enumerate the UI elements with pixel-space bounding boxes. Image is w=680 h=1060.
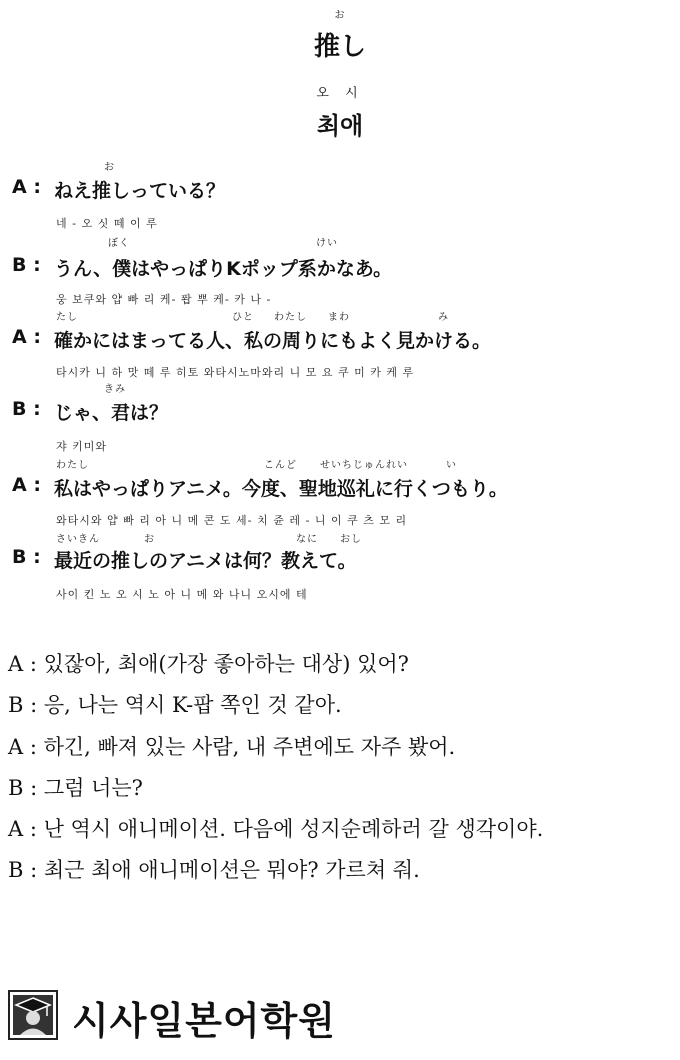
ruby-text: ぼく <box>108 238 130 249</box>
academy-logo-icon <box>8 990 58 1040</box>
ruby-text: けい <box>316 238 338 249</box>
title-ruby: お <box>334 10 346 21</box>
ruby-text: み <box>438 312 449 323</box>
ruby-text: まわ <box>328 312 350 323</box>
ruby-text: さいきん <box>56 534 100 545</box>
korean-reading: 타시카 니 하 맛 떼 루 히토 와타시노마와리 니 모 요 쿠 미 카 케 루 <box>56 366 415 379</box>
translation-line: A : 난 역시 애니메이션. 다음에 성지순례하러 갈 생각이야. <box>8 817 544 841</box>
ruby-text: なに <box>296 534 318 545</box>
translation-line: B : 응, 나는 역시 K-팝 쪽인 것 같아. <box>8 693 342 717</box>
ruby-text: きみ <box>104 384 126 395</box>
translation-line: A : 있잖아, 최애(가장 좋아하는 대상) 있어? <box>8 652 409 676</box>
speaker-label: B : <box>12 546 41 568</box>
ruby-text: お <box>104 162 115 173</box>
japanese-line: 最近の推しのアニメは何？教えて。 <box>54 550 357 572</box>
ruby-text: ひと <box>232 312 254 323</box>
speaker-label: A : <box>12 176 41 198</box>
japanese-line: じゃ、君は？ <box>54 402 169 424</box>
speaker-label: A : <box>12 326 41 348</box>
ruby-text: わたし <box>274 312 307 323</box>
title-reading: 오 시 <box>316 86 364 101</box>
speaker-label: B : <box>12 398 41 420</box>
ruby-text: お <box>144 534 155 545</box>
japanese-line: うん、僕はやっぱりKポップ系かなあ。 <box>54 258 393 280</box>
japanese-line: ねえ推しっている？ <box>54 180 226 202</box>
translation-line: B : 최근 최애 애니메이션은 뭐야? 가르쳐 줘. <box>8 858 420 882</box>
ruby-text: わたし <box>56 460 89 471</box>
ruby-text: せいちじゅんれい <box>320 460 408 471</box>
ruby-text: たし <box>56 312 78 323</box>
page-title: 推し <box>313 32 366 62</box>
korean-reading: 웅 보쿠와 얍 빠 리 케- 퐙 뿌 케- 카 나 - <box>56 293 272 306</box>
korean-reading: 사이 킨 노 오 시 노 아 니 메 와 나니 오시에 테 <box>56 588 308 601</box>
speaker-label: B : <box>12 254 41 276</box>
japanese-line: 私はやっぱりアニメ。今度、聖地巡礼に行くつもり。 <box>54 478 508 500</box>
title-korean: 최애 <box>316 112 364 140</box>
speaker-label: A : <box>12 474 41 496</box>
korean-reading: 와타시와 얍 빠 리 아 니 메 콘 도 세- 치 쥰 레 - 니 이 쿠 츠 모 리 <box>56 514 408 527</box>
ruby-text: おし <box>340 534 362 545</box>
translation-line: A : 하긴, 빠져 있는 사람, 내 주변에도 자주 봤어. <box>8 735 456 759</box>
japanese-line: 確かにはまってる人、私の周りにもよく見かける。 <box>54 330 492 352</box>
brand-name: 시사일본어학원 <box>72 999 336 1043</box>
ruby-text: こんど <box>264 460 297 471</box>
ruby-text: い <box>446 460 457 471</box>
korean-reading: 네 - 오 싯 떼 이 루 <box>56 217 158 230</box>
translation-line: B : 그럼 너는? <box>8 776 143 800</box>
korean-reading: 쟈 키미와 <box>56 440 108 453</box>
